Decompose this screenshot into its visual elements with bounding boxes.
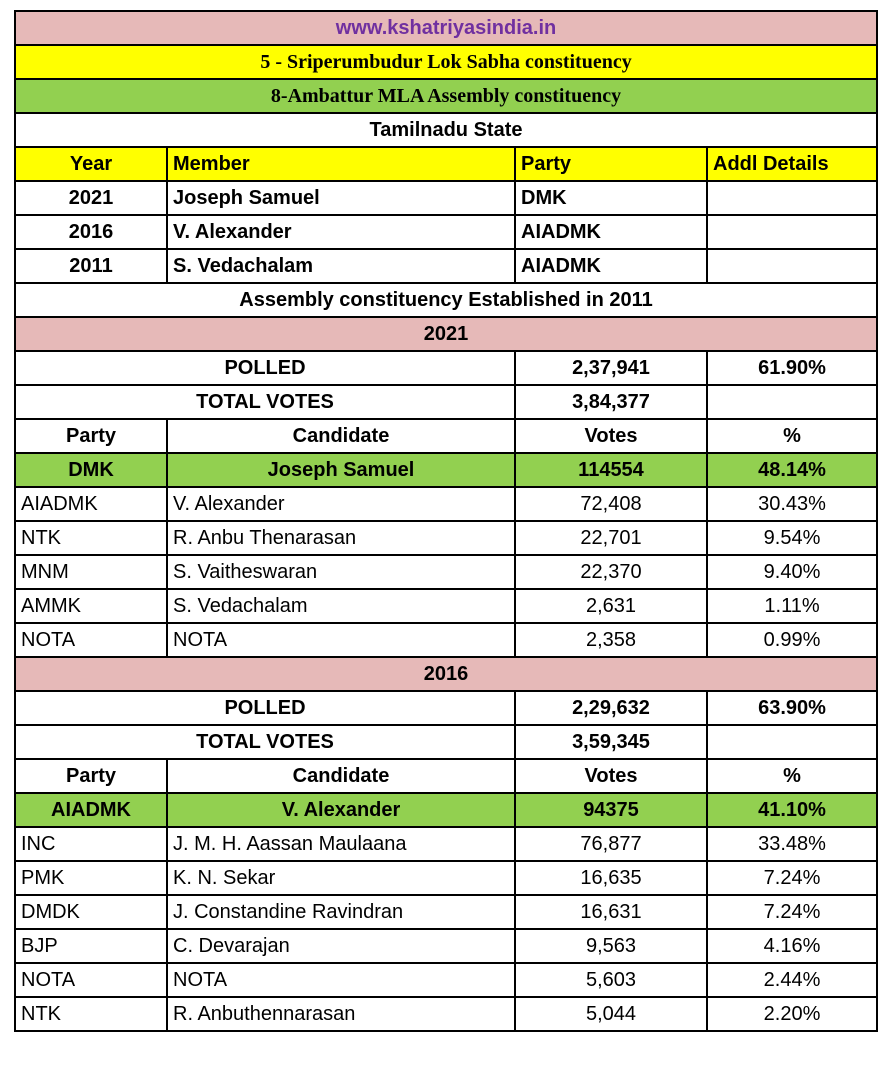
member-row [15, 249, 877, 283]
polled-votes: 2,37,941 [515, 351, 707, 385]
result-candidate: C. Devarajan [167, 929, 515, 963]
col-percent: % [707, 759, 877, 793]
members-col-member: Member [167, 147, 515, 181]
col-votes: Votes [515, 759, 707, 793]
result-row [15, 827, 877, 861]
total-votes-empty [707, 385, 877, 419]
result-votes: 76,877 [515, 827, 707, 861]
polled-label: POLLED [15, 691, 515, 725]
total-votes-value: 3,84,377 [515, 385, 707, 419]
polled-percent: 63.90% [707, 691, 877, 725]
result-row [15, 589, 877, 623]
member-addl [707, 249, 877, 283]
member-addl [707, 181, 877, 215]
result-row [15, 963, 877, 997]
member-name: Joseph Samuel [167, 181, 515, 215]
result-party: BJP [15, 929, 167, 963]
col-candidate: Candidate [167, 419, 515, 453]
result-votes: 22,370 [515, 555, 707, 589]
member-name: V. Alexander [167, 215, 515, 249]
col-percent: % [707, 419, 877, 453]
results-header-row [15, 759, 877, 793]
member-year: 2011 [15, 249, 167, 283]
result-party: INC [15, 827, 167, 861]
members-col-party: Party [515, 147, 707, 181]
result-percent: 2.44% [707, 963, 877, 997]
result-party: NTK [15, 997, 167, 1031]
assembly-constituency-title: 8-Ambattur MLA Assembly constituency [15, 79, 877, 113]
total-votes-row [15, 725, 877, 759]
winner-percent: 41.10% [707, 793, 877, 827]
member-party: AIADMK [515, 249, 707, 283]
result-votes: 9,563 [515, 929, 707, 963]
result-votes: 5,603 [515, 963, 707, 997]
result-candidate: J. Constandine Ravindran [167, 895, 515, 929]
result-party: AMMK [15, 589, 167, 623]
result-party: NTK [15, 521, 167, 555]
results-header-row [15, 419, 877, 453]
member-year: 2016 [15, 215, 167, 249]
spreadsheet-area [14, 10, 876, 1032]
result-party: NOTA [15, 623, 167, 657]
total-votes-label: TOTAL VOTES [15, 725, 515, 759]
result-candidate: S. Vaitheswaran [167, 555, 515, 589]
result-percent: 7.24% [707, 895, 877, 929]
col-party: Party [15, 759, 167, 793]
result-votes: 5,044 [515, 997, 707, 1031]
result-row [15, 521, 877, 555]
result-percent: 1.11% [707, 589, 877, 623]
member-addl [707, 215, 877, 249]
result-candidate: S. Vedachalam [167, 589, 515, 623]
polled-row [15, 351, 877, 385]
result-candidate: J. M. H. Aassan Maulaana [167, 827, 515, 861]
result-percent: 2.20% [707, 997, 877, 1031]
election-year-band: 2021 [15, 317, 877, 351]
result-percent: 4.16% [707, 929, 877, 963]
result-votes: 16,631 [515, 895, 707, 929]
winner-candidate: V. Alexander [167, 793, 515, 827]
result-party: DMDK [15, 895, 167, 929]
result-votes: 16,635 [515, 861, 707, 895]
polled-percent: 61.90% [707, 351, 877, 385]
result-votes: 2,358 [515, 623, 707, 657]
lok-sabha-constituency-title: 5 - Sriperumbudur Lok Sabha constituency [15, 45, 877, 79]
result-row [15, 487, 877, 521]
result-row [15, 861, 877, 895]
result-percent: 7.24% [707, 861, 877, 895]
winner-party: DMK [15, 453, 167, 487]
winner-row [15, 793, 877, 827]
site-banner: www.kshatriyasindia.in [15, 11, 877, 45]
state-title: Tamilnadu State [15, 113, 877, 147]
col-candidate: Candidate [167, 759, 515, 793]
members-header-row [15, 147, 877, 181]
member-party: DMK [515, 181, 707, 215]
winner-candidate: Joseph Samuel [167, 453, 515, 487]
result-votes: 22,701 [515, 521, 707, 555]
members-col-addl: Addl Details [707, 147, 877, 181]
polled-votes: 2,29,632 [515, 691, 707, 725]
winner-percent: 48.14% [707, 453, 877, 487]
result-candidate: NOTA [167, 623, 515, 657]
winner-row [15, 453, 877, 487]
result-percent: 33.48% [707, 827, 877, 861]
result-candidate: K. N. Sekar [167, 861, 515, 895]
result-row [15, 895, 877, 929]
total-votes-empty [707, 725, 877, 759]
col-votes: Votes [515, 419, 707, 453]
constituency-table [14, 10, 878, 1032]
result-percent: 9.54% [707, 521, 877, 555]
result-candidate: R. Anbu Thenarasan [167, 521, 515, 555]
result-row [15, 623, 877, 657]
result-candidate: V. Alexander [167, 487, 515, 521]
polled-label: POLLED [15, 351, 515, 385]
member-row [15, 215, 877, 249]
total-votes-label: TOTAL VOTES [15, 385, 515, 419]
election-year-band: 2016 [15, 657, 877, 691]
member-row [15, 181, 877, 215]
members-col-year: Year [15, 147, 167, 181]
result-candidate: R. Anbuthennarasan [167, 997, 515, 1031]
winner-votes: 114554 [515, 453, 707, 487]
result-party: NOTA [15, 963, 167, 997]
col-party: Party [15, 419, 167, 453]
result-party: PMK [15, 861, 167, 895]
result-percent: 0.99% [707, 623, 877, 657]
result-percent: 9.40% [707, 555, 877, 589]
result-votes: 72,408 [515, 487, 707, 521]
winner-votes: 94375 [515, 793, 707, 827]
winner-party: AIADMK [15, 793, 167, 827]
established-note: Assembly constituency Established in 2011 [15, 283, 877, 317]
result-row [15, 555, 877, 589]
member-name: S. Vedachalam [167, 249, 515, 283]
result-percent: 30.43% [707, 487, 877, 521]
total-votes-value: 3,59,345 [515, 725, 707, 759]
result-row [15, 997, 877, 1031]
member-year: 2021 [15, 181, 167, 215]
result-row [15, 929, 877, 963]
result-party: AIADMK [15, 487, 167, 521]
member-party: AIADMK [515, 215, 707, 249]
total-votes-row [15, 385, 877, 419]
result-votes: 2,631 [515, 589, 707, 623]
result-party: MNM [15, 555, 167, 589]
polled-row [15, 691, 877, 725]
result-candidate: NOTA [167, 963, 515, 997]
